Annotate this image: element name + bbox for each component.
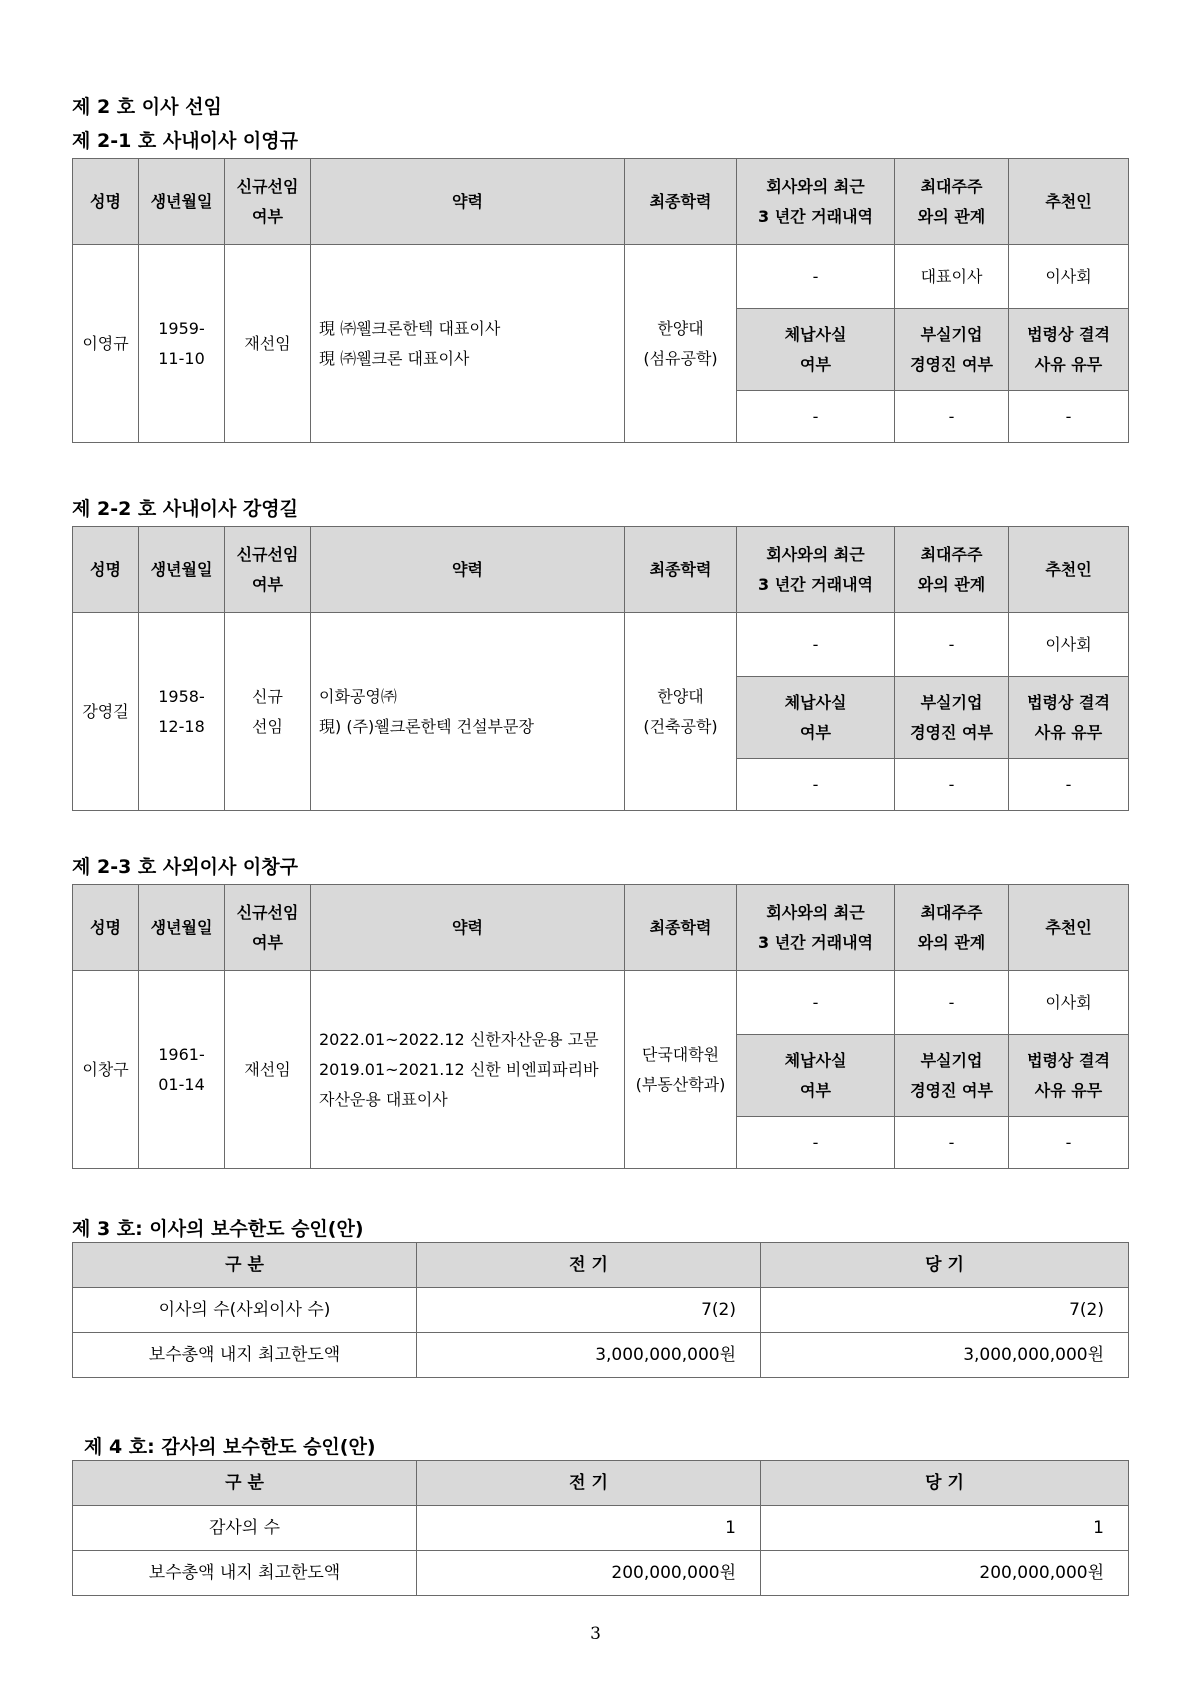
director-recommender: 이사회 xyxy=(1009,245,1129,309)
header-birth: 생년월일 xyxy=(139,885,225,971)
header-new-appointment: 신규선임 여부 xyxy=(225,527,311,613)
col-category: 구 분 xyxy=(73,1243,417,1288)
header-new-appointment: 신규선임 여부 xyxy=(225,885,311,971)
director-transactions: - xyxy=(737,971,895,1035)
header-career: 약력 xyxy=(311,885,625,971)
previous-value: 200,000,000원 xyxy=(417,1551,761,1596)
header-relation: 최대주주 와의 관계 xyxy=(895,527,1009,613)
director-insolvent: - xyxy=(895,759,1009,811)
header-tax-arrears: 체납사실 여부 xyxy=(737,677,895,759)
current-value: 1 xyxy=(761,1506,1129,1551)
header-insolvent-company: 부실기업 경영진 여부 xyxy=(895,677,1009,759)
table-row xyxy=(73,1288,1129,1333)
director-legal: - xyxy=(1009,391,1129,443)
director-career xyxy=(311,613,625,811)
header-education: 최종학력 xyxy=(625,885,737,971)
header-career: 약력 xyxy=(311,159,625,245)
director-tax-arrears: - xyxy=(737,759,895,811)
current-value: 3,000,000,000원 xyxy=(761,1333,1129,1378)
career-line: 現) (주)웰크론한텍 건설부문장 xyxy=(319,716,534,736)
director-transactions: - xyxy=(737,613,895,677)
previous-value: 3,000,000,000원 xyxy=(417,1333,761,1378)
director-insolvent: - xyxy=(895,391,1009,443)
director-transactions: - xyxy=(737,245,895,309)
header-transactions: 회사와의 최근 3 년간 거래내역 xyxy=(737,527,895,613)
director-relation: - xyxy=(895,613,1009,677)
header-education: 최종학력 xyxy=(625,159,737,245)
director-new-appointment: 재선임 xyxy=(225,245,311,443)
header-transactions: 회사와의 최근 3 년간 거래내역 xyxy=(737,159,895,245)
director-new-appointment: 재선임 xyxy=(225,971,311,1169)
header-relation: 최대주주 와의 관계 xyxy=(895,885,1009,971)
item-4-table xyxy=(72,1460,1129,1596)
career-line: 이화공영㈜ xyxy=(319,686,397,706)
director-legal: - xyxy=(1009,1117,1129,1169)
director-education: 한양대 (섬유공학) xyxy=(625,245,737,443)
page-number: 3 xyxy=(590,1624,601,1644)
director-table xyxy=(72,884,1129,1169)
header-tax-arrears: 체납사실 여부 xyxy=(737,1035,895,1117)
header-transactions: 회사와의 최근 3 년간 거래내역 xyxy=(737,885,895,971)
col-category: 구 분 xyxy=(73,1461,417,1506)
director-insolvent: - xyxy=(895,1117,1009,1169)
header-recommender: 추천인 xyxy=(1009,527,1129,613)
director-recommender: 이사회 xyxy=(1009,971,1129,1035)
director-birth: 1959- 11-10 xyxy=(139,245,225,443)
row-label: 보수총액 내지 최고한도액 xyxy=(73,1333,417,1378)
header-name: 성명 xyxy=(73,159,139,245)
director-relation: 대표이사 xyxy=(895,245,1009,309)
director-name: 이창구 xyxy=(73,971,139,1169)
item-2-title: 제 2 호 이사 선임 xyxy=(72,96,222,118)
director-career xyxy=(311,971,625,1169)
header-birth: 생년월일 xyxy=(139,527,225,613)
director-title: 제 2-2 호 사내이사 강영길 xyxy=(72,498,298,520)
header-legal-disqualification: 법령상 결격 사유 유무 xyxy=(1009,309,1129,391)
header-new-appointment: 신규선임 여부 xyxy=(225,159,311,245)
item-3-table xyxy=(72,1242,1129,1378)
header-name: 성명 xyxy=(73,527,139,613)
director-tax-arrears: - xyxy=(737,391,895,443)
director-recommender: 이사회 xyxy=(1009,613,1129,677)
header-legal-disqualification: 법령상 결격 사유 유무 xyxy=(1009,1035,1129,1117)
row-label: 이사의 수(사외이사 수) xyxy=(73,1288,417,1333)
director-new-appointment: 신규 선임 xyxy=(225,613,311,811)
director-table xyxy=(72,526,1129,811)
director-title: 제 2-1 호 사내이사 이영규 xyxy=(72,130,298,152)
item-4-title: 제 4 호: 감사의 보수한도 승인(안) xyxy=(84,1436,376,1458)
item-3-title: 제 3 호: 이사의 보수한도 승인(안) xyxy=(72,1218,364,1240)
career-line: 자산운용 대표이사 xyxy=(319,1089,448,1109)
header-birth: 생년월일 xyxy=(139,159,225,245)
header-insolvent-company: 부실기업 경영진 여부 xyxy=(895,309,1009,391)
header-recommender: 추천인 xyxy=(1009,159,1129,245)
previous-value: 7(2) xyxy=(417,1288,761,1333)
career-line: 2022.01~2022.12 신한자산운용 고문 xyxy=(319,1029,599,1049)
table-row xyxy=(73,1551,1129,1596)
header-recommender: 추천인 xyxy=(1009,885,1129,971)
row-label: 보수총액 내지 최고한도액 xyxy=(73,1551,417,1596)
row-label: 감사의 수 xyxy=(73,1506,417,1551)
director-education: 단국대학원 (부동산학과) xyxy=(625,971,737,1169)
director-relation: - xyxy=(895,971,1009,1035)
header-insolvent-company: 부실기업 경영진 여부 xyxy=(895,1035,1009,1117)
table-row xyxy=(73,1333,1129,1378)
header-name: 성명 xyxy=(73,885,139,971)
director-tax-arrears: - xyxy=(737,1117,895,1169)
header-career: 약력 xyxy=(311,527,625,613)
director-birth: 1961- 01-14 xyxy=(139,971,225,1169)
director-table xyxy=(72,158,1129,443)
current-value: 200,000,000원 xyxy=(761,1551,1129,1596)
career-line: 2019.01~2021.12 신한 비엔피파리바 xyxy=(319,1059,599,1079)
previous-value: 1 xyxy=(417,1506,761,1551)
col-previous: 전 기 xyxy=(417,1461,761,1506)
director-birth: 1958- 12-18 xyxy=(139,613,225,811)
col-current: 당 기 xyxy=(761,1461,1129,1506)
director-name: 이영규 xyxy=(73,245,139,443)
director-name: 강영길 xyxy=(73,613,139,811)
col-current: 당 기 xyxy=(761,1243,1129,1288)
director-title: 제 2-3 호 사외이사 이창구 xyxy=(72,856,298,878)
header-legal-disqualification: 법령상 결격 사유 유무 xyxy=(1009,677,1129,759)
header-tax-arrears: 체납사실 여부 xyxy=(737,309,895,391)
director-legal: - xyxy=(1009,759,1129,811)
current-value: 7(2) xyxy=(761,1288,1129,1333)
career-line: 現 ㈜웰크론한텍 대표이사 xyxy=(319,318,501,338)
header-education: 최종학력 xyxy=(625,527,737,613)
table-row xyxy=(73,1506,1129,1551)
header-relation: 최대주주 와의 관계 xyxy=(895,159,1009,245)
career-line: 現 ㈜웰크론 대표이사 xyxy=(319,348,470,368)
director-career xyxy=(311,245,625,443)
director-education: 한양대 (건축공학) xyxy=(625,613,737,811)
col-previous: 전 기 xyxy=(417,1243,761,1288)
